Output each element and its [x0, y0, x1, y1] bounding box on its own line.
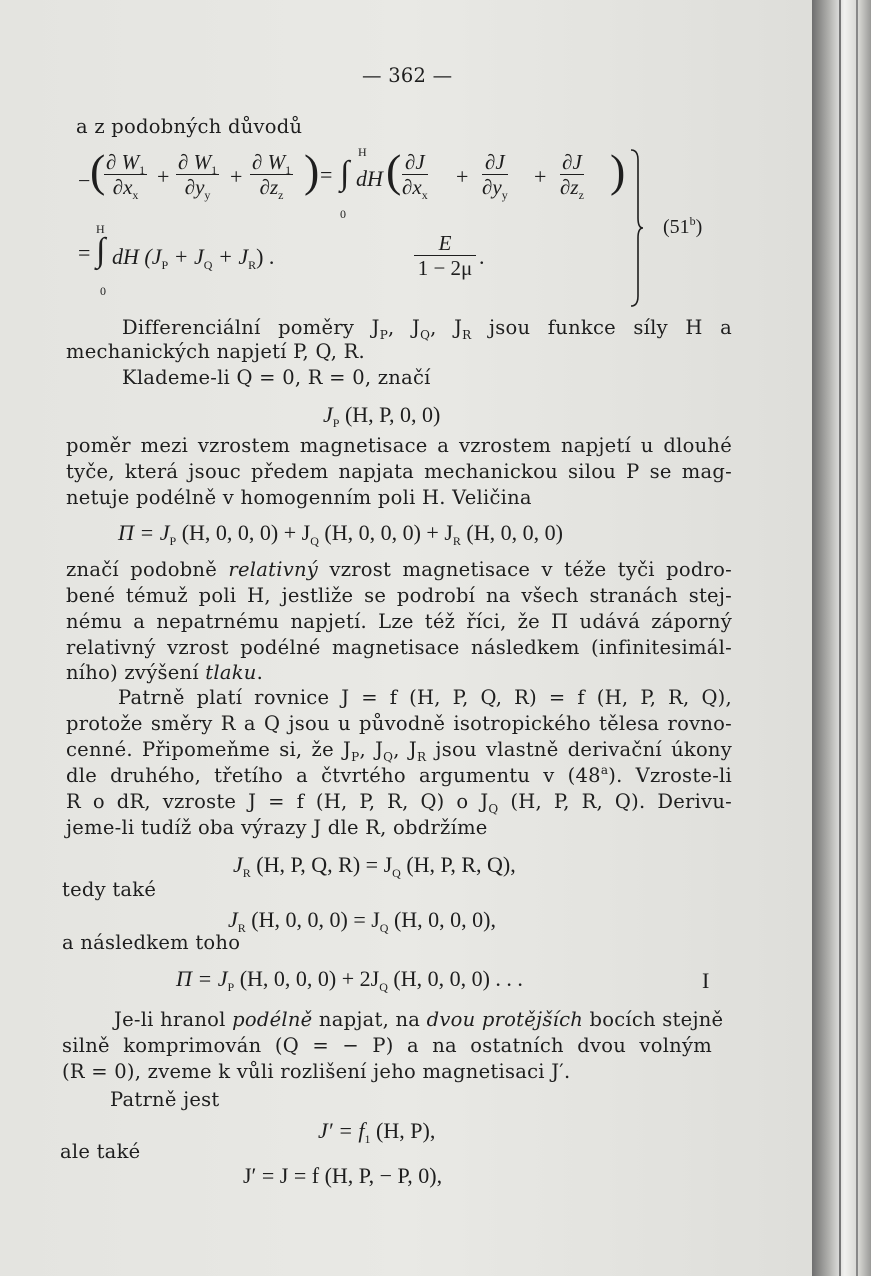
- ale-line: ale také: [60, 1140, 141, 1163]
- eq-jp: $J_P$ (H, P, 0, 0): [323, 402, 441, 430]
- patrne-line: Patrně jest: [110, 1088, 220, 1111]
- intro-line: a z podobných důvodů: [76, 115, 303, 138]
- eq51-equals-1: =: [320, 162, 333, 187]
- p5-line6: jeme-li tudíž oba výrazy J dle R, obdržíme: [66, 816, 488, 839]
- p4-line3: nému a nepatrnému napjetí. Lze též říci, že Π udává záporný: [66, 610, 732, 633]
- eq51-integral-2: ∫: [96, 232, 106, 269]
- eq-pi: $\Pi = J_P$ (H, 0, 0, $0) + J_Q$ (H, 0, 0, $0) + J_R$ (H, 0, 0, 0): [118, 520, 563, 548]
- spine-edge-line: [839, 0, 841, 1276]
- eq51-right-brace: [630, 148, 644, 308]
- eq-I: $\Pi = J_P$ (H, 0, 0, $0) + 2J_Q$ (H, 0, 0, 0) . . .: [176, 966, 523, 994]
- eq51-rparen-2: ): [610, 145, 626, 196]
- p3-line3: netuje podélně v homogenním poli H. Veličina: [66, 486, 532, 509]
- page-number: — 362 —: [362, 64, 453, 87]
- eq51-rparen: ): [304, 145, 320, 196]
- spine-edge-line-2: [856, 0, 858, 1276]
- eq51-frac-dj-dy: $\frac{\partial J}{\partial y_y}$: [482, 150, 508, 202]
- p3-line2: tyče, která jsouc předem napjata mechanickou silou P se mag-: [66, 460, 732, 483]
- p5-line5: R o dR, vzroste J = f (H, P, R, Q) o $J_Q$ (H, P, R, Q). Derivu-: [66, 790, 732, 816]
- eq51-frac-dj-dx: $\frac{\partial J}{\partial x_x}$: [402, 150, 428, 202]
- eq51-lower-limit-2: 0: [100, 284, 106, 298]
- p1-line1: Differenciální poměry $J_P$, $J_Q$, $J_R$ jsou funkce síly H a: [122, 316, 733, 342]
- p1-line2: mechanických napjetí P, Q, R.: [66, 340, 365, 363]
- eq51-plus-2: +: [230, 164, 243, 189]
- eq51-plus-4: +: [534, 164, 547, 189]
- eq51-plus-3: +: [456, 164, 469, 189]
- p5-line2: protože směry R a Q jsou u původně isotropického tělesa rovno-: [66, 712, 732, 735]
- eq-I-label: I: [702, 968, 710, 993]
- eq51-dH: dH: [356, 166, 383, 191]
- tedy-line: tedy také: [62, 878, 157, 901]
- nasledkem-line: a následkem toho: [62, 931, 241, 954]
- eq-last: J′ = J = f (H, P, − P, 0),: [243, 1163, 443, 1188]
- eq51-frac-e: $\frac{E}{1 - 2\mu}$: [414, 232, 476, 279]
- p5-line1: Patrně platí rovnice J = f (H, P, Q, R) = f (H, P, R, Q),: [118, 686, 732, 709]
- eq51-equals-2: =: [78, 240, 91, 265]
- book-spine: [812, 0, 871, 1276]
- eq-symmetry-zero: $J_R$ (H, 0, 0, $0) = J_Q$ (H, 0, 0, 0),: [228, 907, 497, 935]
- eq51-lparen-2: (: [386, 145, 402, 196]
- eq51-frac-dw1-dz: $\frac{\partial W_1}{\partial z_z}$: [252, 150, 292, 202]
- p3-line1: poměr mezi vzrostem magnetisace a vzrostem napjetí u dlouhé: [66, 434, 732, 457]
- p5-line3: cenné. Připomeňme si, že $J_P$, $J_Q$, $J_R$ jsou vlastně derivační úkony: [66, 738, 733, 764]
- eq-symmetry: $J_R$ (H, P, Q, $R) = J_Q$ (H, P, R, Q),: [233, 852, 516, 880]
- p4-line4: relativný vzrost podélné magnetisace následkem (infinitesimál-: [66, 636, 732, 659]
- eq51-integral-1: ∫: [340, 155, 350, 192]
- eq51-dot: .: [479, 244, 485, 269]
- eq51-minus: −: [78, 168, 91, 193]
- eq-f1: $J' = f_1$ (H, P),: [318, 1118, 436, 1146]
- eq51-upper-limit-2: H: [96, 222, 105, 236]
- p4-line1: značí podobně relativný vzrost magnetisace v téže tyči podro-: [66, 558, 732, 581]
- p6-line1: Je-li hranol podélně napjat, na dvou protějších bocích stejně: [114, 1008, 724, 1031]
- p4-line5: ního) zvýšení tlaku.: [66, 661, 264, 684]
- eq51-frac-dw1-dy: $\frac{\partial W_1}{\partial y_y}$: [178, 150, 218, 202]
- eq51-upper-limit-1: H: [358, 145, 367, 159]
- eq51-plus-1: +: [157, 164, 170, 189]
- p6-line3: (R = 0), zveme k vůli rozlišení jeho magnetisaci J′.: [62, 1060, 571, 1083]
- eq51-label: (51$^b$): [663, 214, 703, 238]
- eq51-lower-limit-1: 0: [340, 207, 346, 221]
- eq51-lparen: (: [90, 145, 106, 196]
- eq51-frac-dw1-dx: $\frac{\partial W_1}{\partial x_x}$: [106, 150, 146, 202]
- eq51-frac-dj-dz: $\frac{\partial J}{\partial z_z}$: [560, 150, 584, 202]
- eq51-line2-body: dH $(J_P + J_Q + J_R)$ .: [112, 244, 275, 272]
- p4-line2: bené témuž poli H, jestliže se podrobí na všech stranách stej-: [66, 584, 732, 607]
- p2-line1: Klademe-li Q = 0, R = 0, značí: [122, 366, 431, 389]
- p5-line4: dle druhého, třetího a čtvrtého argumentu v (48$^a$). Vzroste-li: [66, 763, 733, 787]
- p6-line2: silně komprimován (Q = − P) a na ostatních dvou volným: [62, 1034, 712, 1057]
